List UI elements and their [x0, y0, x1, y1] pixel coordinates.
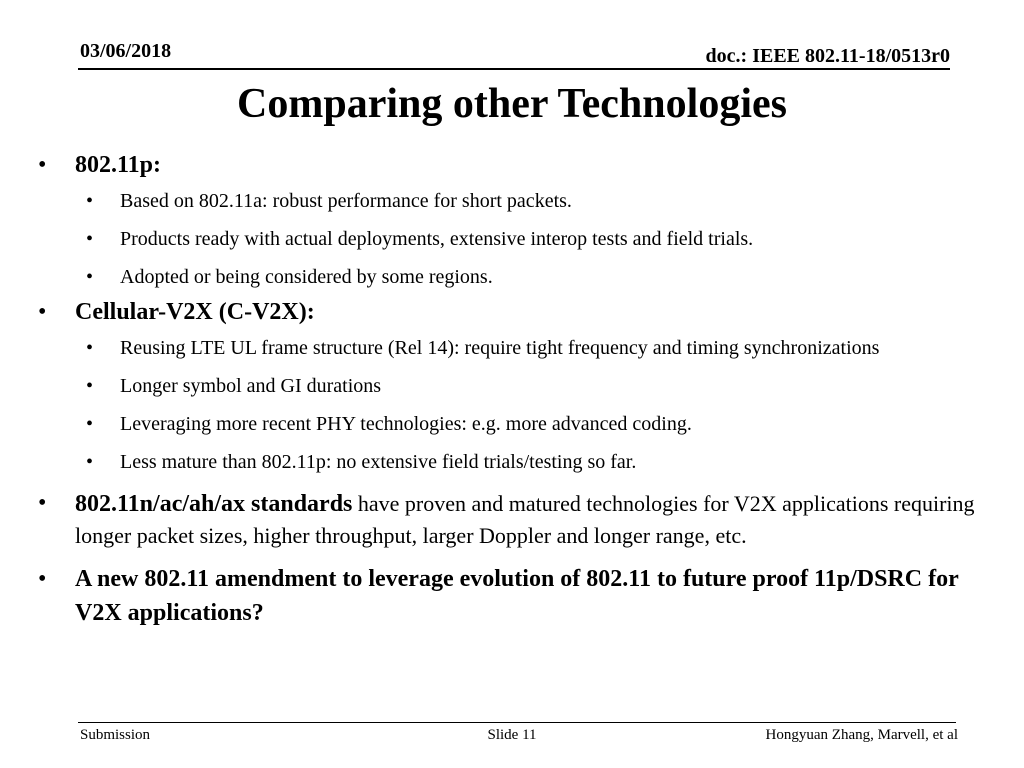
sub-bullet-text: Adopted or being considered by some regions.	[120, 266, 493, 288]
sub-bullet-text: Less mature than 802.11p: no extensive field trials/testing so far.	[120, 451, 637, 473]
sub-bullet-text: Based on 802.11a: robust performance for short packets.	[120, 190, 572, 212]
bullet-dot-icon: •	[86, 451, 94, 473]
footer-submission: Submission	[80, 727, 151, 743]
bullet-dot-icon: •	[38, 299, 47, 325]
bullet-rest: have proven and matured technologies for V2X applications requiring longer packet sizes, higher throughput, larger Doppler and longer range, etc.	[75, 491, 975, 548]
sub-list-cellular-v2x	[38, 333, 988, 477]
header-doc-id: doc.: IEEE 802.11-18/0513r0	[705, 45, 950, 67]
footer-author: Hongyuan Zhang, Marvell, et al	[765, 727, 958, 743]
sub-bullet-text: Reusing LTE UL frame structure (Rel 14): require tight frequency and timing synchronizations	[120, 337, 880, 359]
sub-bullet	[38, 186, 988, 216]
bullet-dot-icon: •	[86, 266, 94, 288]
sub-bullet	[38, 333, 988, 363]
bullet-dot-icon: •	[86, 413, 94, 435]
footer-divider	[78, 722, 956, 723]
bullet-new-amendment	[38, 562, 988, 630]
bullet-802-11p	[38, 150, 988, 181]
sub-bullet-text: Longer symbol and GI durations	[120, 375, 382, 397]
bullet-head: A new 802.11 amendment to leverage evolution of 802.11 to future proof 11p/DSRC for V2X applications?	[75, 566, 959, 626]
bullet-dot-icon: •	[38, 566, 47, 592]
slide-title: Comparing other Technologies	[237, 81, 787, 127]
sub-bullet-text: Products ready with actual deployments, extensive interop tests and field trials.	[120, 228, 754, 250]
sub-bullet	[38, 447, 988, 477]
sub-bullet	[38, 371, 988, 401]
bullet-802-11n-ac-ah-ax	[38, 488, 988, 552]
bullet-head: Cellular-V2X (C-V2X):	[75, 299, 315, 325]
bullet-head: 802.11n/ac/ah/ax standards	[75, 491, 353, 517]
bullet-dot-icon: •	[38, 490, 47, 516]
bullet-dot-icon: •	[86, 375, 94, 397]
sub-bullet-text: Leveraging more recent PHY technologies: e.g. more advanced coding.	[120, 413, 692, 435]
sub-bullet	[38, 224, 988, 254]
footer-slide-number: Slide 11	[487, 727, 537, 743]
bullet-head: 802.11p:	[75, 152, 162, 178]
slide-body	[38, 150, 988, 630]
sub-list-802-11p	[38, 186, 988, 292]
bullet-cellular-v2x	[38, 297, 988, 328]
bullet-dot-icon: •	[86, 337, 94, 359]
sub-bullet	[38, 262, 988, 292]
sub-bullet	[38, 409, 988, 439]
bullet-dot-icon: •	[86, 228, 94, 250]
bullet-dot-icon: •	[38, 152, 47, 178]
bullet-dot-icon: •	[86, 190, 94, 212]
header-divider	[78, 68, 950, 70]
header-date: 03/06/2018	[80, 40, 172, 62]
